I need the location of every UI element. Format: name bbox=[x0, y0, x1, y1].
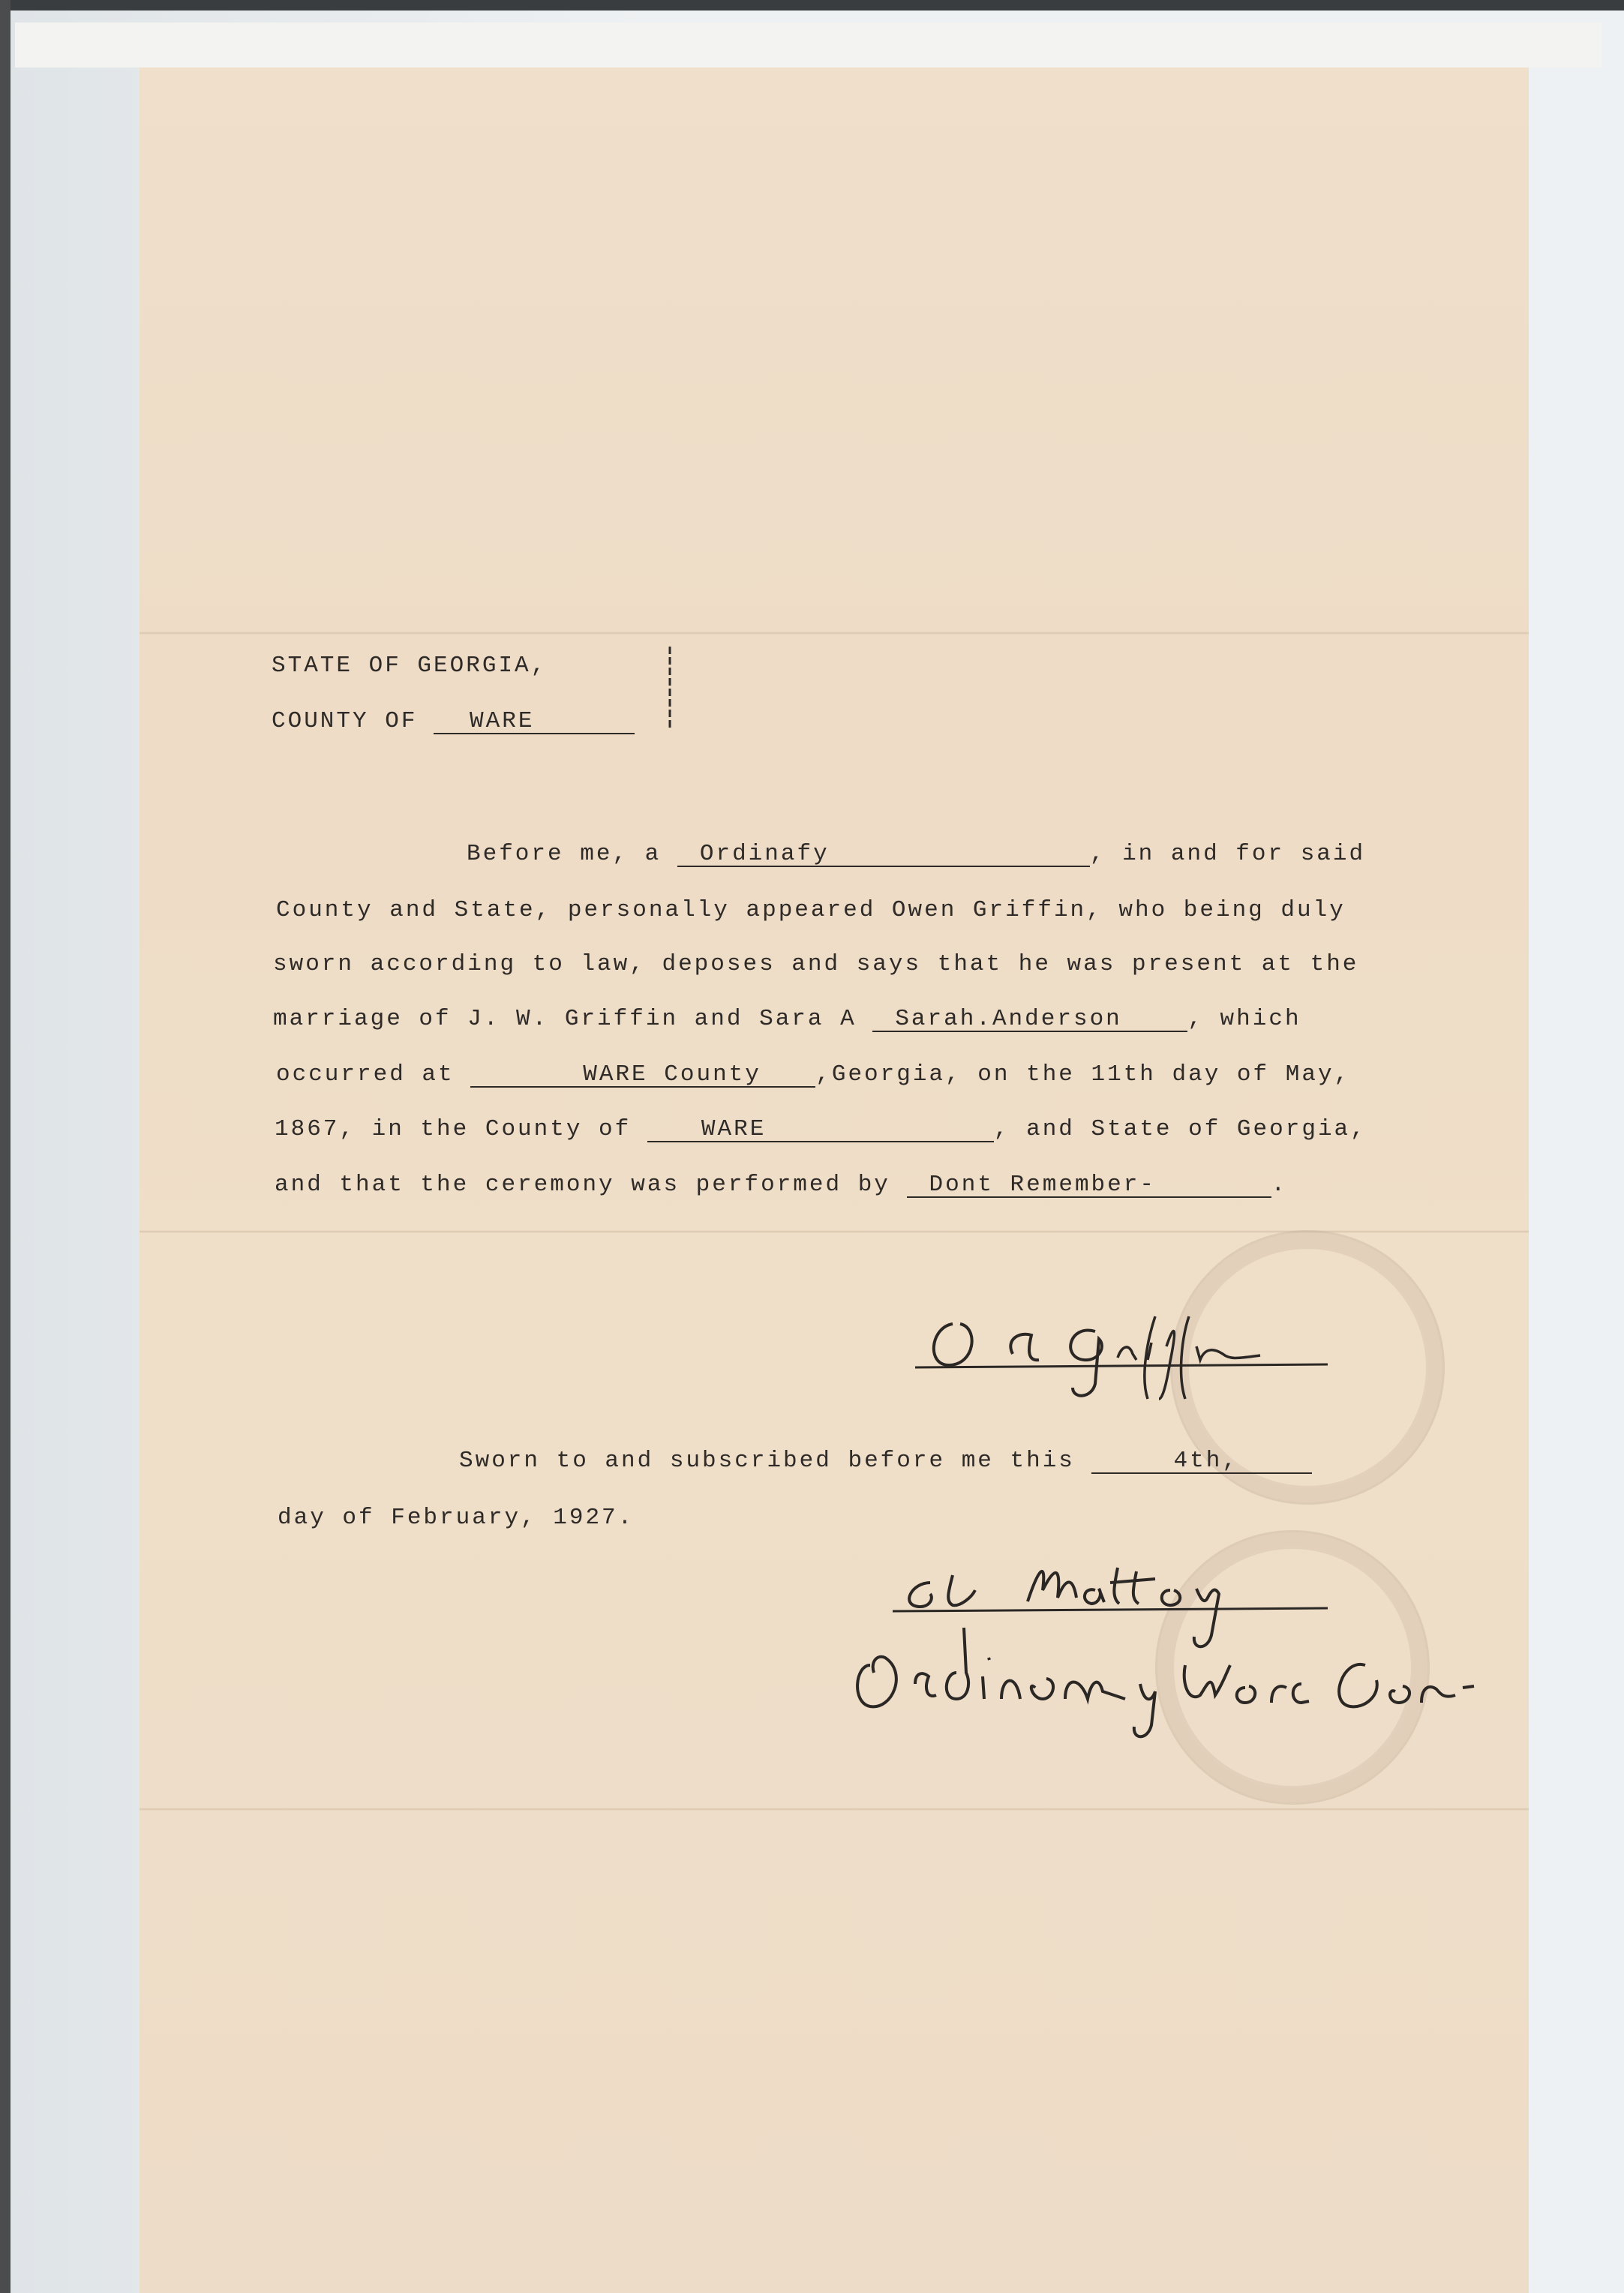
body-line-4 bbox=[273, 1006, 1301, 1032]
body-text: Before me, a bbox=[467, 841, 662, 867]
jurat-line-2: day of February, 1927. bbox=[278, 1505, 635, 1531]
marriage-place-field: WARE County bbox=[470, 1064, 815, 1088]
marriage-county-field: WARE bbox=[647, 1118, 994, 1142]
body-line-5 bbox=[276, 1061, 1350, 1088]
body-line-2: County and State, personally appeared Owen Griffin, who being duly bbox=[276, 897, 1346, 923]
body-text: and that the ceremony was performed by bbox=[275, 1172, 890, 1198]
scanner-top-edge bbox=[0, 0, 1624, 11]
affiant-signature bbox=[908, 1294, 1343, 1406]
body-text: , in and for said bbox=[1089, 841, 1366, 867]
paper-fold-line bbox=[140, 1808, 1529, 1811]
body-line-7 bbox=[275, 1172, 1287, 1198]
bride-name-field: Sarah.Anderson bbox=[872, 1008, 1187, 1032]
county-field: WARE bbox=[434, 710, 635, 734]
header-brace bbox=[666, 647, 674, 731]
body-text: ,Georgia, on the 11th day of May, bbox=[815, 1061, 1351, 1088]
officiant-field: Dont Remember- bbox=[907, 1174, 1271, 1198]
county-prefix: COUNTY OF bbox=[272, 708, 418, 734]
paper-fold-line bbox=[140, 632, 1529, 635]
jurat-text: Sworn to and subscribed before me this bbox=[459, 1448, 1075, 1474]
county-line bbox=[272, 708, 635, 734]
body-text: occurred at bbox=[276, 1061, 455, 1088]
scanner-top-strip bbox=[15, 23, 1601, 68]
body-text: marriage of J. W. Griffin and Sara A bbox=[273, 1006, 857, 1032]
body-text: , and State of Georgia, bbox=[993, 1116, 1367, 1142]
body-text: , which bbox=[1187, 1006, 1301, 1032]
state-line: STATE OF GEORGIA, bbox=[272, 653, 548, 679]
body-line-6 bbox=[275, 1116, 1367, 1142]
body-line-1 bbox=[467, 841, 1365, 867]
scanner-left-edge bbox=[0, 0, 11, 2293]
body-text: . bbox=[1271, 1172, 1288, 1198]
official-signature bbox=[840, 1553, 1478, 1748]
body-line-3: sworn according to law, deposes and says that he was present at the bbox=[273, 951, 1359, 977]
jurat-line-1 bbox=[459, 1448, 1312, 1474]
jurat-day-field: 4th, bbox=[1091, 1450, 1312, 1474]
official-title-field: Ordinafy bbox=[677, 843, 1090, 867]
body-text: 1867, in the County of bbox=[275, 1116, 632, 1142]
